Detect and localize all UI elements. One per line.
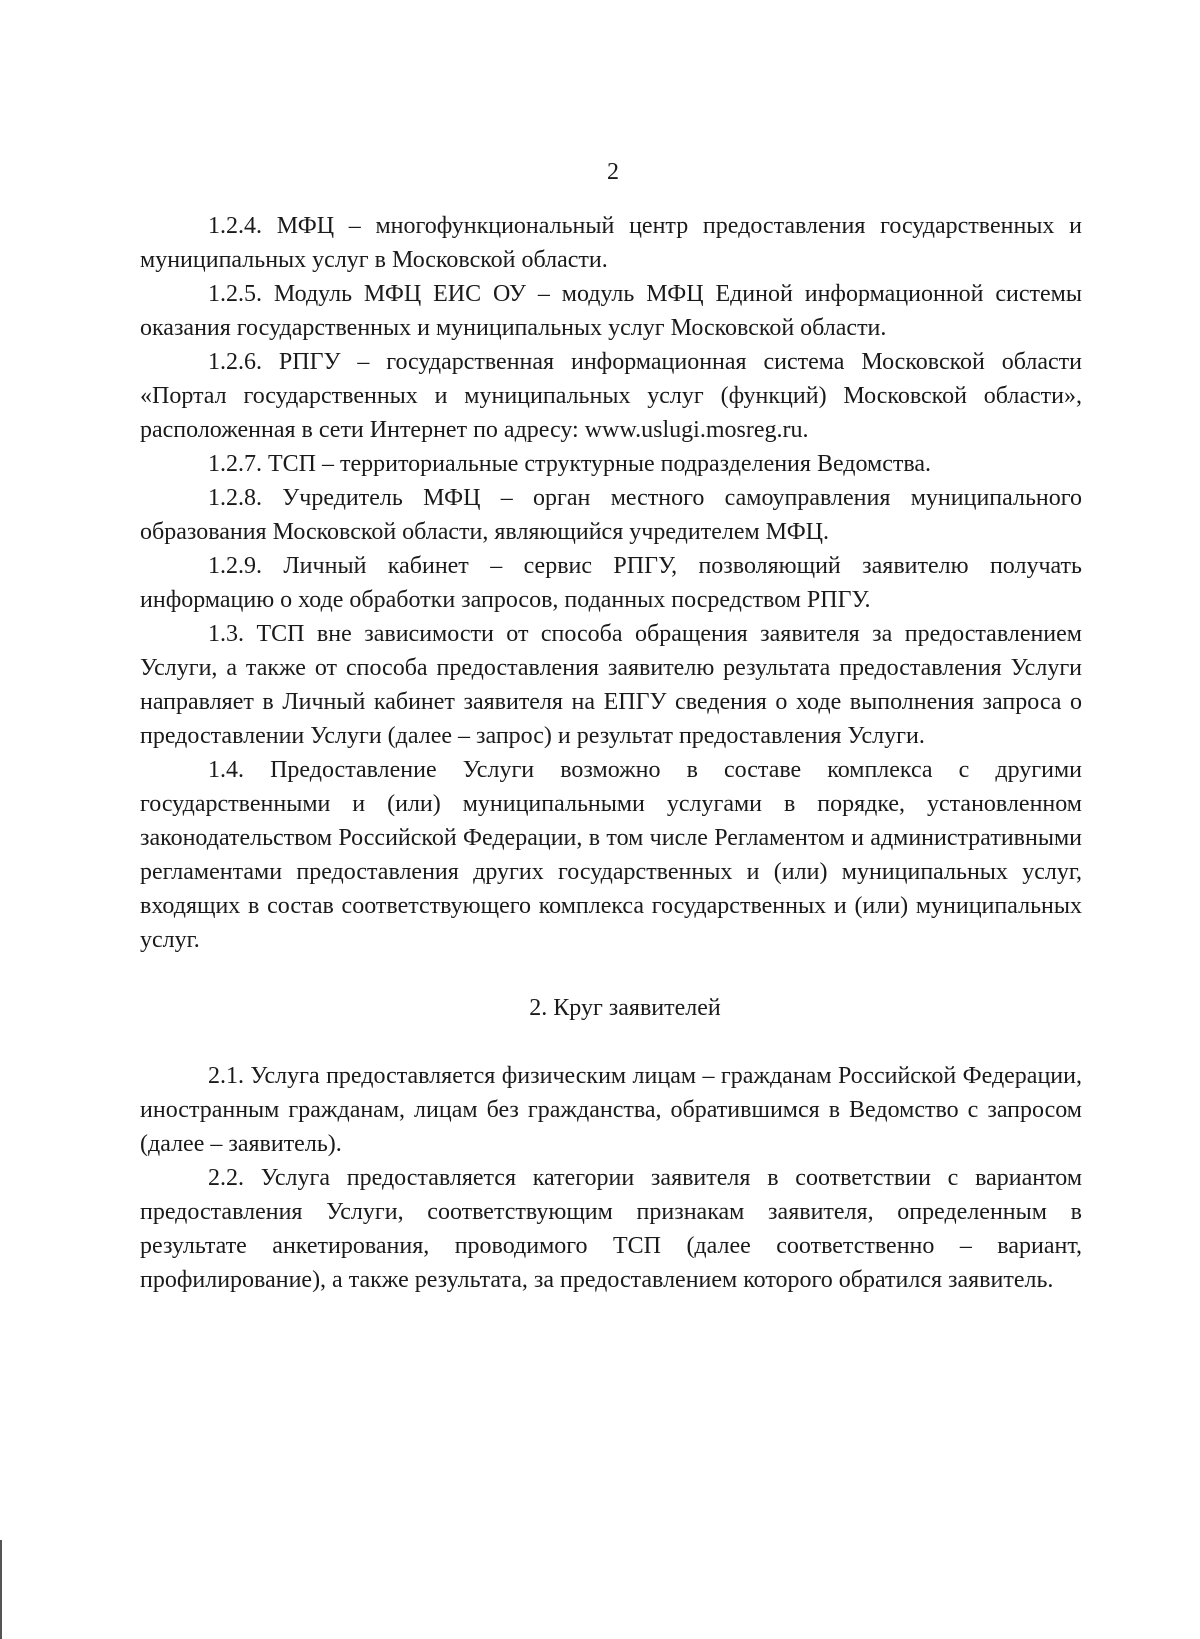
paragraph-1-2-8: 1.2.8. Учредитель МФЦ – орган местного самоуправления муниципального образования Московской области, являющийся учредителем МФЦ.	[140, 485, 1082, 545]
paragraph-2-1: 2.1. Услуга предоставляется физическим лицам – гражданам Российской Федерации, иностранным гражданам, лицам без гражданства, обратившимся в Ведомство с запросом (далее – заявитель).	[140, 1063, 1082, 1157]
paragraph-2-2: 2.2. Услуга предоставляется категории заявителя в соответствии с вариантом предоставления Услуги, соответствующим признакам заявителя, определенным в результате анкетирования, проводимого ТСП (далее соответственно – вариант, профилирование), а также результата, за предоставлением которого обратился заявитель.	[140, 1165, 1082, 1293]
paragraph-1-2-9: 1.2.9. Личный кабинет – сервис РПГУ, позволяющий заявителю получать информацию о ходе обработки запросов, поданных посредством РПГУ.	[140, 553, 1082, 613]
document-body	[140, 209, 1082, 1297]
paragraph-1-4: 1.4. Предоставление Услуги возможно в составе комплекса с другими государственными и (или) муниципальными услугами в порядке, установленном законодательством Российской Федерации, в том числе Регламентом и административными регламентами предоставления других государственных и (или) муниципальных услуг, входящих в состав соответствующего комплекса государственных и (или) муниципальных услуг.	[140, 757, 1082, 953]
section-heading: 2. Круг заявителей	[529, 995, 721, 1021]
paragraph-1-3: 1.3. ТСП вне зависимости от способа обращения заявителя за предоставлением Услуги, а также от способа предоставления заявителю результата предоставления Услуги направляет в Личный кабинет заявителя на ЕПГУ сведения о ходе выполнения запроса о предоставлении Услуги (далее – запрос) и результат предоставления Услуги.	[140, 621, 1082, 749]
paragraph-1-2-6: 1.2.6. РПГУ – государственная информационная система Московской области «Портал государственных и муниципальных услуг (функций) Московской области», расположенная в сети Интернет по адресу: www.uslugi.mosreg.ru.	[140, 349, 1082, 443]
scan-edge-mark	[0, 1540, 2, 1639]
paragraph-1-2-7: 1.2.7. ТСП – территориальные структурные подразделения Ведомства.	[208, 451, 932, 477]
paragraph-1-2-4: 1.2.4. МФЦ – многофункциональный центр предоставления государственных и муниципальных услуг в Московской области.	[140, 213, 1082, 273]
paragraph-1-2-5: 1.2.5. Модуль МФЦ ЕИС ОУ – модуль МФЦ Единой информационной системы оказания государственных и муниципальных услуг Московской области.	[140, 281, 1082, 341]
page-number: 2	[607, 159, 619, 185]
